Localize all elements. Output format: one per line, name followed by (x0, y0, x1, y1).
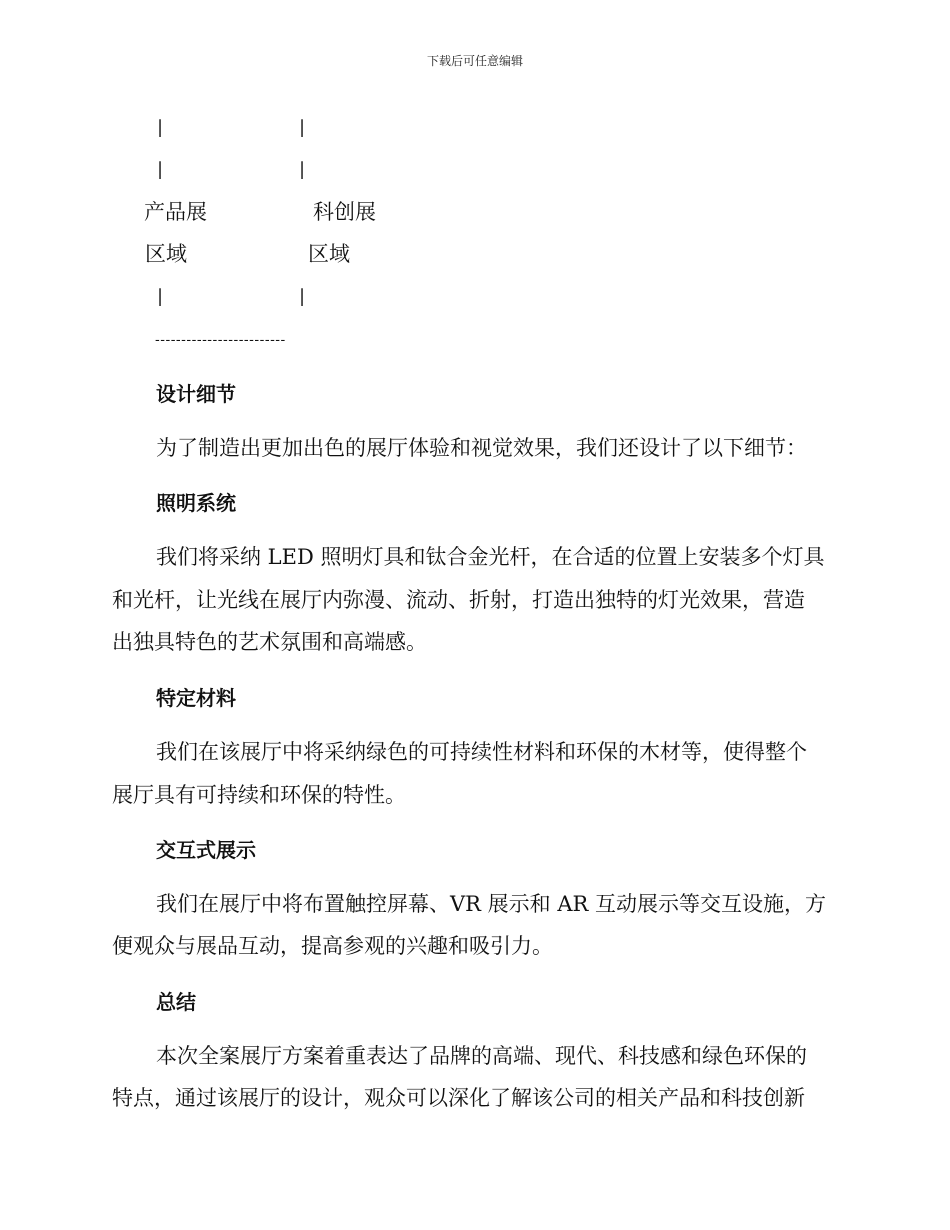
diagram-pipe-right-1: | (299, 117, 306, 138)
interactive-text-line-1: 我们在展厅中将布置触控屏幕、VR 展示和 AR 互动展示等交互设施，方 (156, 892, 826, 916)
section-title-interactive: 交互式展示 (156, 838, 256, 862)
diagram-product-area-label-2: 区域 (145, 242, 187, 266)
diagram-product-area-label-1: 产品展 (144, 200, 207, 224)
interactive-text-line-2: 便观众与展品互动，提高参观的兴趣和吸引力。 (112, 934, 553, 958)
diagram-pipe-left-3: | (157, 286, 164, 307)
diagram-pipe-right-2: | (299, 159, 306, 180)
section-title-design-details: 设计细节 (156, 382, 236, 406)
section-title-lighting: 照明系统 (156, 491, 236, 515)
lighting-text-line-2: 和光杆，让光线在展厅内弥漫、流动、折射，打造出独特的灯光效果，营造 (112, 588, 805, 612)
diagram-pipe-left-2: | (157, 159, 164, 180)
diagram-pipe-right-3: | (299, 286, 306, 307)
lighting-text-line-3: 出独具特色的艺术氛围和高端感。 (112, 630, 427, 654)
section-title-summary: 总结 (156, 990, 196, 1014)
design-intro-text: 为了制造出更加出色的展厅体验和视觉效果，我们还设计了以下细节： (156, 436, 807, 460)
diagram-innovation-area-label-1: 科创展 (313, 200, 376, 224)
diagram-innovation-area-label-2: 区域 (308, 242, 350, 266)
material-text-line-2: 展厅具有可持续和环保的特性。 (112, 783, 406, 807)
material-text-line-1: 我们在该展厅中将采纳绿色的可持续性材料和环保的木材等，使得整个 (156, 740, 807, 764)
page-header: 下载后可任意编辑 (426, 54, 523, 68)
section-title-materials: 特定材料 (156, 686, 236, 710)
summary-text-line-1: 本次全案展厅方案着重表达了品牌的高端、现代、科技感和绿色环保的 (156, 1044, 807, 1068)
diagram-bottom-rule: ------------------------- (155, 332, 286, 348)
lighting-text-line-1: 我们将采纳 LED 照明灯具和钛合金光杆，在合适的位置上安装多个灯具 (156, 545, 825, 569)
diagram-pipe-left-1: | (157, 117, 164, 138)
summary-text-line-2: 特点，通过该展厅的设计，观众可以深化了解该公司的相关产品和科技创新 (112, 1086, 805, 1110)
